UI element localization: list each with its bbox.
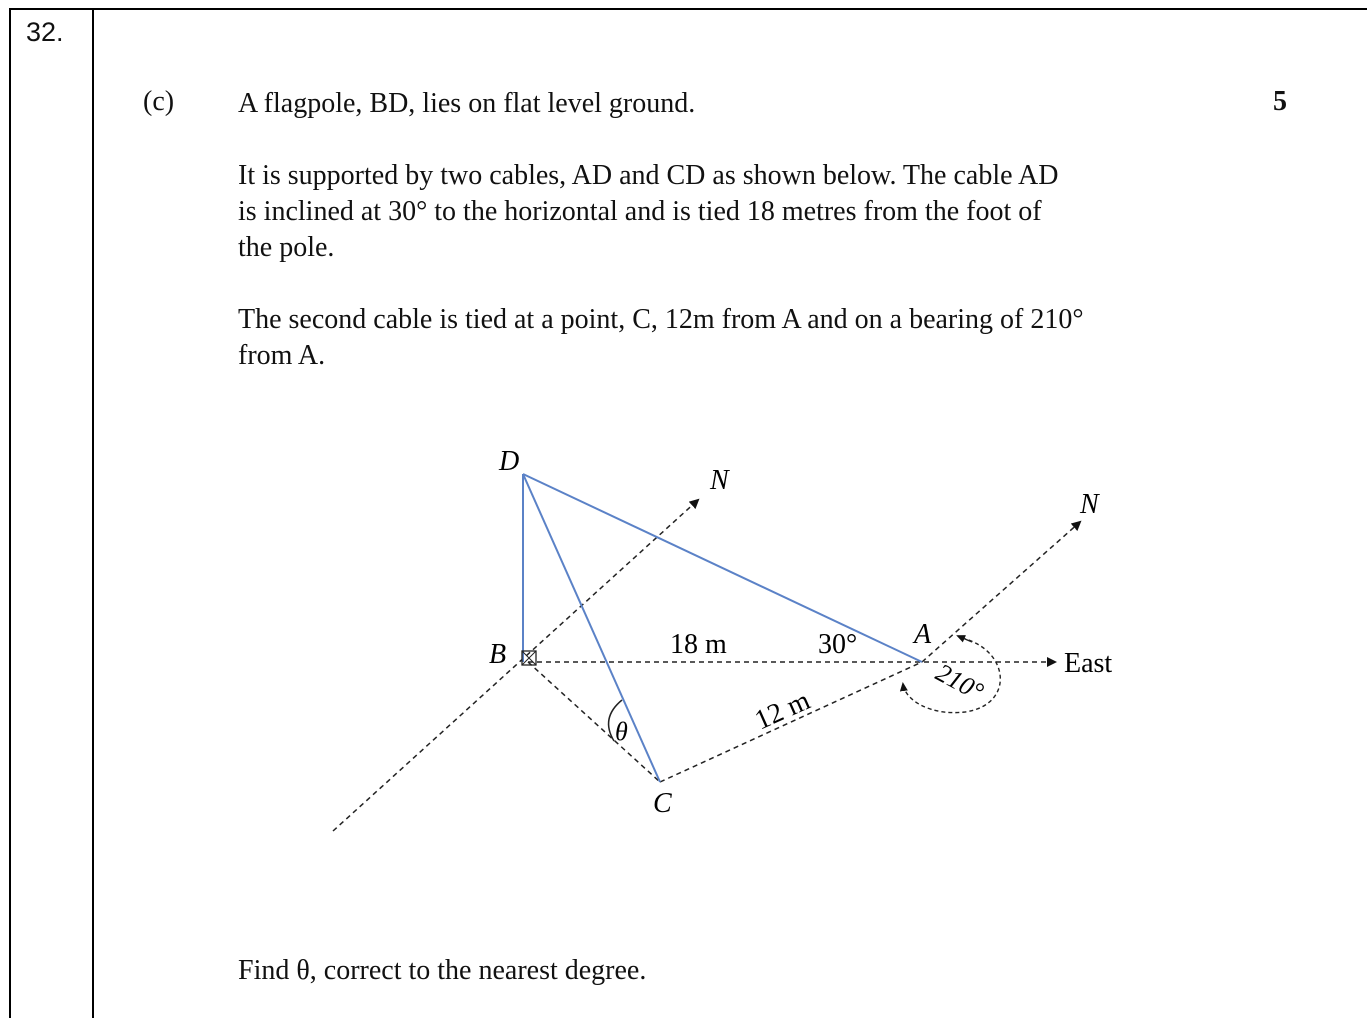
line-bc: [528, 662, 660, 782]
label-c: C: [653, 788, 672, 819]
find-text: Find θ, correct to the nearest degree.: [238, 955, 647, 986]
paragraph-find: [238, 953, 1218, 989]
north-line-b: [333, 500, 698, 831]
label-d: D: [499, 446, 520, 477]
cables-line-3: the pole.: [238, 232, 335, 263]
label-east: East: [1064, 648, 1113, 679]
second-cable-line-1: The second cable is tied at a point, C, 12m from A and on a bearing of 210°: [238, 304, 1084, 335]
label-north-right: N: [1080, 489, 1099, 520]
cables-line-2: is inclined at 30° to the horizontal and is tied 18 metres from the foot of: [238, 196, 1042, 227]
bearing-start-arrow: [958, 636, 972, 642]
part-label: (c): [143, 86, 175, 117]
label-dist-ba: 18 m: [670, 629, 727, 660]
cable-cd: [523, 474, 660, 782]
label-b: B: [489, 639, 507, 670]
cables-line-1: It is supported by two cables, AD and CD as shown below. The cable AD: [238, 160, 1059, 191]
question-number: 32.: [26, 17, 64, 47]
marks-value: 5: [1273, 86, 1287, 117]
intro-text: A flagpole, BD, lies on flat level ground.: [238, 88, 696, 119]
label-north-left: N: [710, 465, 729, 496]
label-a: A: [914, 619, 932, 650]
label-angle-a: 30°: [818, 629, 858, 660]
label-theta: θ: [615, 717, 628, 746]
label-dist-ac: 12 m: [750, 684, 815, 737]
second-cable-line-2: from A.: [238, 340, 326, 371]
label-bearing: 210°: [931, 657, 989, 707]
north-line-a: [922, 522, 1080, 662]
